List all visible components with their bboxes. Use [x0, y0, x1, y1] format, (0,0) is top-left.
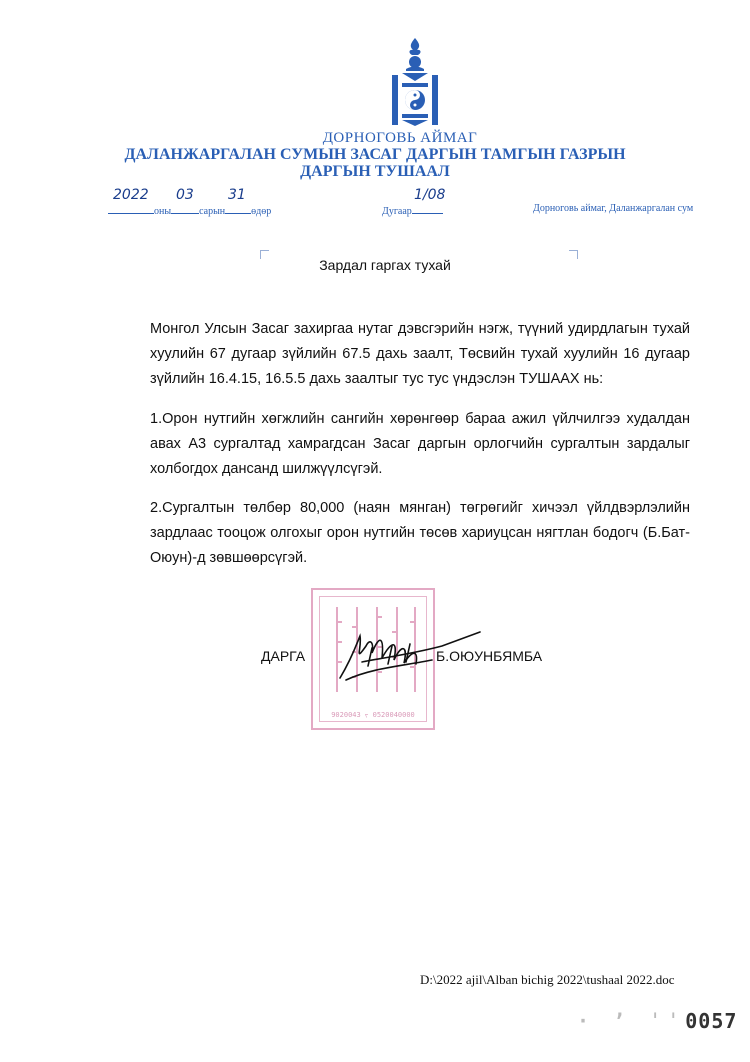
paragraph-2-text: 1.Орон нутгийн хөгжлийн сангийн хөрөнгөөр бараа ажил үйлчилгээ худалдан авах А3 сургалтад хамрагдсан Засаг даргын орлогчийн сургалтын зардалыг холбогдох дансанд шилжүүлсүгэй. [150, 411, 690, 477]
place-field: Дорноговь аймаг, Даланжаргалан сум [533, 203, 694, 214]
serial-number-value: 0057 [685, 1009, 738, 1033]
stamp-registry: 9020043 ᠵ 0520040000 [331, 711, 415, 719]
order-item-1 [150, 407, 690, 482]
subject-line: Зардал гаргах тухай [319, 257, 451, 273]
handwritten-year: 2022 [113, 187, 149, 203]
soyombo-emblem-icon [388, 38, 442, 128]
signatory-name: Б.ОЮУНБЯМБА [436, 648, 543, 664]
number-field [382, 187, 452, 217]
day-label: өдөр [251, 206, 272, 217]
handwritten-month: 03 [176, 187, 194, 203]
number-label: Дугаар [382, 206, 412, 217]
office-name: ДАЛАНЖАРГАЛАН СУМЫН ЗАСАГ ДАРГЫН ТАМГЫН ГАЗРЫН [124, 146, 626, 163]
preamble-paragraph [150, 317, 690, 392]
signatory-title: ДАРГА [261, 648, 306, 664]
paragraph-3-text: 2.Сургалтын төлбөр 80,000 (наян мянган) төгрөгийг хичээл үйлдвэрлэлийн зардлаас тооцож олгохыг орон нутгийн төсөв хариуцсан нягтлан бодогч (Б.Бат-Оюун)-д зөвшөөрсүгэй. [150, 500, 690, 566]
paragraph-1-text: Монгол Улсын Засаг захиргаа нутаг дэвсгэрийн нэгж, түүний удирдлагын тухай хуулийн 67 дугаар зүйлийн 67.5 дахь заалт, Төсвийн тухай хуулийн 16 дугаар зүйлийн 16.4.15, 16.5.5 дахь заалтыг тус тус үндэслэн ТУШААХ нь: [150, 321, 690, 387]
date-field [108, 187, 278, 217]
serial-number: · ʼ ˈˈ0057 [577, 1009, 738, 1033]
handwritten-number: 1/08 [414, 187, 446, 203]
file-path: D:\2022 ajil\Alban bichig 2022\tushaal 2022.doc [420, 972, 675, 987]
document-type: ДАРГЫН ТУШААЛ [300, 163, 450, 180]
handwritten-day: 31 [228, 187, 246, 203]
order-item-2 [150, 496, 690, 571]
month-label: сарын [199, 206, 226, 217]
year-label: оны [154, 206, 172, 217]
aimag-name: ДОРНОГОВЬ АЙМАГ [322, 130, 478, 146]
